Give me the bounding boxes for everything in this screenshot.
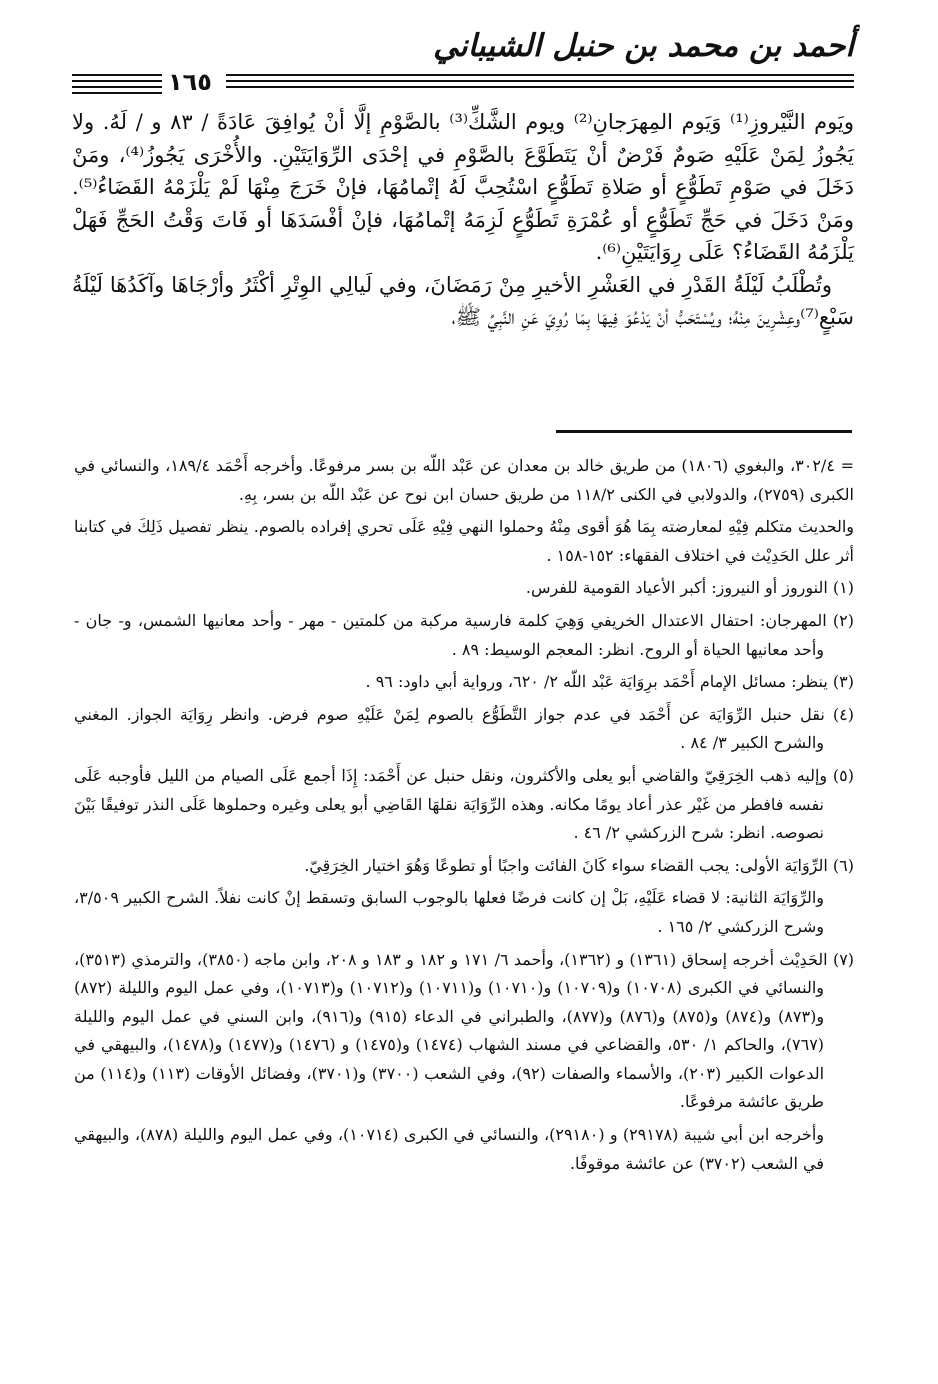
main-paragraph-1: ويَوم النَّيْروزِ⁽¹⁾ وَيَوم المِهرَجانِ⁽²⁾ ويوم الشَّكِّ⁽³⁾ بالصَّوْمِ إلَّا أنْ يُوافِقَ عَادَةً / ٨٣ و / لَهُ. ولا يَجُوزُ لِمَنْ عَلَيْهِ صَومٌ فَرْضٌ أنْ يَتَطَوَّعَ بالصَّوْمِ في إحْدَى الرِّوَايَتَيْنِ. والأُخْرَى يَجُوزُ⁽⁴⁾، ومَنْ دَخَلَ في صَوْمِ تَطَوُّعٍ أو صَلاةِ تَطَوُّعٍ اسْتُحِبَّ لَهُ إتْمامُهَا، فإنْ خَرَجَ مِنْهَا لَمْ يَلْزَمْهُ القَضَاءُ⁽⁵⁾. ومَنْ دَخَلَ في حَجِّ تَطَوُّعٍ أو عُمْرَةِ تَطَوُّعٍ لَزِمَهُ إتْمامُهَا، فإنْ أفْسَدَهَا أو فَاتَ وَقْتُ الحَجِّ فَهَلْ يَلْزَمُهُ القَضَاءُ؟ عَلَى رِوَايَتَيْنِ⁽⁶⁾.	[72, 110, 854, 264]
header-rule	[72, 74, 162, 76]
main-text	[72, 106, 854, 334]
footnote-4: (٤) نقل حنبل الرِّوَايَة عن أَحْمَد في عدم جواز التَّطَوُّع بالصوم لِمَنْ عَلَيْهِ صوم فرض. وانظر رِوَايَة الجواز. المغني والشرح الكبير ٣/ ٨٤ .	[74, 704, 854, 753]
footnote-7: (٧) الحَدِيْث أخرجه إسحاق (١٣٦١) و (١٣٦٢)، وأحمد ٦/ ١٧١ و ١٨٢ و ١٨٣ و ٢٠٨، وابن ماجه (٣٨٥٠)، والترمذي (٣٥١٣)، والنسائي في الكبرى (١٠٧٠٨) و(١٠٧٠٩) و(١٠٧١٠) و(١٠٧١١) و(١٠٧١٢) و(١٠٧١٣)، وفي عمل اليوم والليلة (٨٧٢) و(٨٧٣) و(٨٧٤) و(٨٧٥) و(٨٧٦) و(٨٧٧)، والطبراني في الدعاء (٩١٥) و(٩١٦)، وابن السني في عمل اليوم والليلة (٧٦٧)، والحاكم ١/ ٥٣٠، والقضاعي في مسند الشهاب (١٤٧٤) و(١٤٧٥) و (١٤٧٦) و(١٤٧٧) و(١٤٧٨)، والبيهقي في الدعوات الكبير (٢٠٣)، والأسماء والصفات (٩٢)، وفي الشعب (٣٧٠٠) و(٣٧٠١)، وفضائل الأوقات (١١٣) و(١١٤) من طريق عائشة مرفوعًا.	[74, 949, 855, 1112]
header-rule	[72, 80, 162, 82]
page-header	[66, 24, 854, 94]
header-rule	[226, 80, 854, 82]
footnotes	[74, 452, 854, 1182]
header-rule	[226, 74, 854, 76]
footnote-2: (٢) المهرجان: احتفال الاعتدال الخريفي وَهِيَ كلمة فارسية مركبة من كلمتين - مهر - وأحد معانيها الشمس، و- جان - وأحد معانيها الحياة أو الروح. انظر: المعجم الوسيط: ٨٩ .	[74, 610, 855, 659]
footnote-separator	[556, 430, 852, 433]
main-paragraph-2: وتُطْلَبُ لَيْلَةُ القَدْرِ في العَشْرِ الأخيرِ مِنْ رَمَضَانَ، وفي لَيالِي الوِتْرِ أكْثَرُ وأرْجَاهَا وآكَدُهَا لَيْلَةُ سَبْعٍ⁽⁷⁾وعِشْرِينَ مِنْهُ؛ ويُسْتَحَبُّ أنْ يَدْعُوَ فِيهَا بِمَا رُوِيَ عَنِ النَّبِيِّ ﷺ،	[72, 272, 854, 329]
header-rule	[226, 86, 854, 88]
footnote-6-continued: والرِّوَايَة الثانية: لا قضاء عَلَيْهِ، بَلْ إن كانت فرضًا فعلها بالوجوب السابق وتسقط إنْ كانت نفلاً. الشرح الكبير ٣/٥٠٩، وشرح الزركشي ٢/ ١٦٥ .	[74, 888, 824, 936]
header-rule	[72, 86, 162, 88]
page-number: ١٦٥	[168, 68, 212, 96]
footnote-7-continued: وأخرجه ابن أبي شيبة (٢٩١٧٨) و (٢٩١٨٠)، والنسائي في الكبرى (١٠٧١٤)، وفي عمل اليوم والليلة (٨٧٨)، والبيهقي في الشعب (٣٧٠٢) عن عائشة موقوفًا.	[74, 1125, 824, 1173]
footnote-3: (٣) ينظر: مسائل الإمام أَحْمَد برِوَايَة عَبْد اللّه ٢/ ٦٢٠، ورواية أبي داود: ٩٦ .	[365, 672, 854, 692]
header-rule	[72, 92, 162, 94]
footnote-continuation: والحديث متكلم فِيْهِ لمعارضته بِمَا هُوَ أقوى مِنْهُ وحملوا النهي فِيْهِ عَلَى تحري إفراده بالصوم. ينظر تفصيل ذَلِكَ في كتابنا أثر علل الحَدِيْث في اختلاف الفقهاء: ١٥٢-١٥٨ .	[74, 517, 854, 565]
footnote-1: (١) النوروز أو النيروز: أكبر الأعياد القومية للفرس.	[525, 578, 854, 598]
running-title: أحمد بن محمد بن حنبل الشيباني	[433, 28, 854, 64]
footnote-6: (٦) الرِّوَايَة الأولى: يجب القضاء سواء كَانَ الفائت واجبًا أو تطوعًا وَهُوَ اختيار الخِرَقِيّ.	[304, 855, 854, 875]
footnote-continuation: = ٣٠٢/٤، والبغوي (١٨٠٦) من طريق خالد بن معدان عن عَبْد اللّه بن بسر مرفوعًا. وأخرجه أَحْمَد ١٨٩/٤، والنسائي في الكبرى (٢٧٥٩)، والدولابي في الكنى ١١٨/٢ من طريق حسان ابن نوح عن عَبْد اللّه بن بسر، بِهِ.	[74, 456, 854, 504]
footnote-5: (٥) وإليه ذهب الخِرَقِيّ والقاضي أبو يعلى والأكثرون، ونقل حنبل عن أَحْمَد: إِذَا أجمع عَلَى الصيام من الليل فأوجبه عَلَى نفسه فافطر من غَيْر عذر أعاد يومًا مكانه. وهذه الرِّوَايَة نقلهَا القَاضِي أبو يعلى وغيره وحملوها عَلَى النذر توفيقًا بَيْنَ نصوصه. انظر: شرح الزركشي ٢/ ٤٦ .	[74, 765, 854, 843]
